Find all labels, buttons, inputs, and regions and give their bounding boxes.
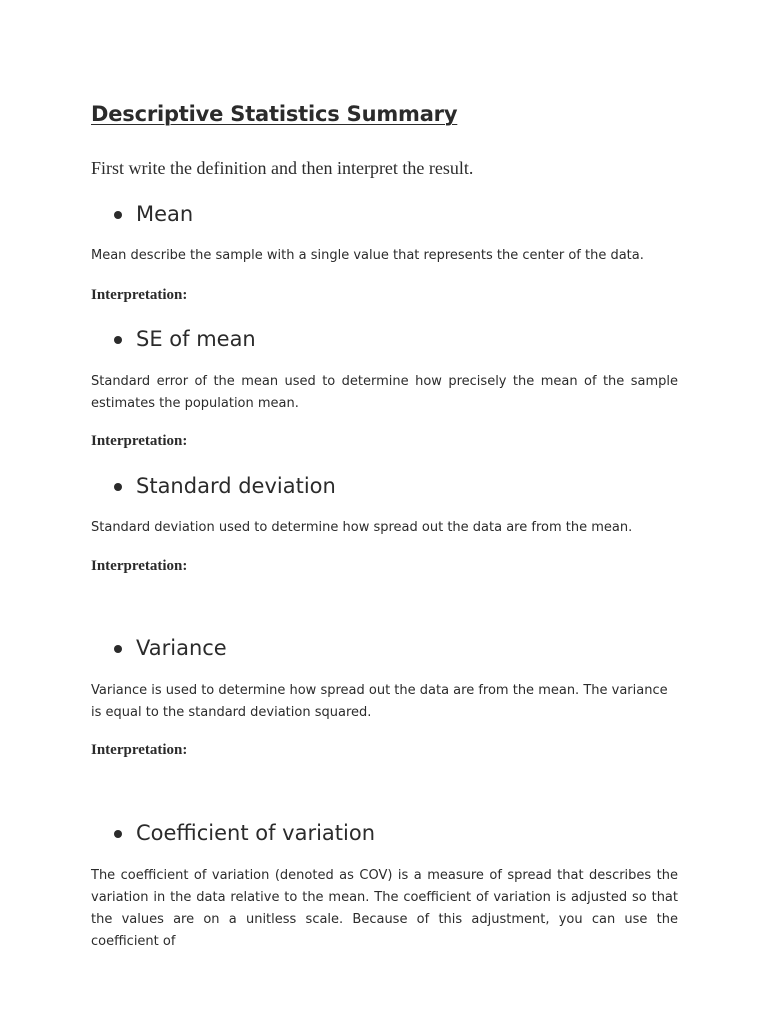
section-heading-label: Standard deviation <box>136 474 336 498</box>
section-heading-label: Coefficient of variation <box>136 821 376 845</box>
interpretation-label-mean: Interpretation: <box>91 287 188 303</box>
section-heading-label: Variance <box>136 636 227 660</box>
definition-coefficient-of-variation: The coefficient of variation (denoted as COV) is a measure of spread that describes the variation in the data relative to the mean. The coefficient of variation is adjusted so that the values are on a unitless scale. Because of this adjustment, you can use the coefficient of <box>91 868 678 949</box>
instruction-text: First write the definition and then interpret the result. <box>91 158 474 178</box>
interpretation-label-standard-deviation: Interpretation: <box>91 558 188 574</box>
interpretation-label-variance: Interpretation: <box>91 742 188 758</box>
section-heading-label: SE of mean <box>136 327 256 351</box>
definition-se-of-mean: Standard error of the mean used to determine how precisely the mean of the sample estimates the population mean. <box>91 374 678 411</box>
definition-variance: Variance is used to determine how spread out the data are from the mean. The variance is equal to the standard deviation squared. <box>91 683 668 720</box>
document-title: Descriptive Statistics Summary <box>91 102 458 126</box>
bullet-icon <box>114 645 122 653</box>
bullet-icon <box>114 483 122 491</box>
bullet-icon <box>114 830 122 838</box>
interpretation-label-se-of-mean: Interpretation: <box>91 433 188 449</box>
document-content <box>91 98 678 949</box>
section-heading-label: Mean <box>136 202 194 226</box>
bullet-icon <box>114 211 122 219</box>
definition-mean: Mean describe the sample with a single value that represents the center of the data. <box>91 248 644 263</box>
definition-standard-deviation: Standard deviation used to determine how spread out the data are from the mean. <box>91 520 633 535</box>
bullet-icon <box>114 336 122 344</box>
